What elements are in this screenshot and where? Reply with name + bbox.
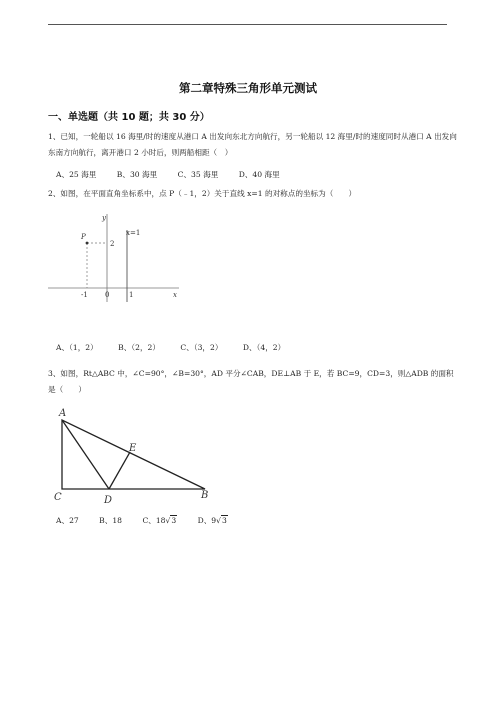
tick-1: 1 (129, 291, 134, 299)
vertex-b: B (201, 490, 209, 501)
sqrt-icon: √ (165, 516, 171, 525)
option-d[interactable] (198, 515, 228, 526)
option-d-text: D、9 (197, 516, 217, 525)
question-3-text: 3、如图，Rt△ABC 中，∠C=90°，∠B=30°，AD 平分∠CAB，DE⊥AB 于 E，若 BC=9，CD=3，则△ADB 的面积是（ ） (48, 369, 454, 394)
segment-de (109, 452, 130, 489)
option-b[interactable]: B、18 (99, 516, 123, 525)
tick-2: 2 (110, 240, 115, 248)
option-a[interactable]: A、27 (56, 516, 79, 525)
triangle-figure (52, 405, 222, 505)
option-d[interactable]: D、（4，2） (242, 343, 286, 352)
segment-ad (62, 420, 109, 489)
point-p-label: P (81, 233, 86, 241)
coordinate-figure (44, 208, 184, 303)
triangle-abc (62, 420, 205, 489)
tick-0: 0 (105, 291, 110, 299)
question-2-options (56, 342, 303, 353)
option-d[interactable]: D、40 海里 (238, 170, 280, 179)
option-c[interactable]: C、35 海里 (177, 170, 219, 179)
top-rule (48, 24, 447, 25)
radicand: 3 (221, 516, 227, 525)
tick-neg1: -1 (81, 291, 88, 299)
option-c-text: C、18 (142, 516, 166, 525)
vertex-a: A (59, 408, 67, 419)
point-p (86, 242, 89, 245)
question-3-options (56, 515, 246, 526)
vertex-c: C (54, 492, 62, 503)
option-a[interactable]: A、（1，2） (56, 343, 98, 352)
y-axis-label: y (102, 214, 106, 222)
question-2-text: 2、如图，在平面直角坐标系中，点 P（﹣1，2）关于直线 x=1 的对称点的坐标为（ ） (48, 189, 357, 198)
page-title: 第二章特殊三角形单元测试 (179, 81, 317, 95)
question-1-options (56, 169, 298, 180)
line-label: x=1 (126, 229, 141, 237)
radicand: 3 (171, 516, 177, 525)
option-b[interactable]: B、（2，2） (118, 343, 160, 352)
option-a[interactable]: A、25 海里 (56, 170, 97, 179)
option-c[interactable]: C、（3，2） (180, 343, 223, 352)
option-b[interactable]: B、30 海里 (116, 170, 158, 179)
sqrt-icon: √ (216, 516, 221, 525)
section-heading: 一、单选题（共 10 题；共 30 分） (48, 112, 210, 123)
vertex-d: D (104, 495, 113, 506)
vertex-e: E (129, 443, 137, 454)
question-1-text: 1、已知，一轮船以 16 海里/时的速度从港口 A 出发向东北方向航行，另一轮船以 12 海里/时的速度同时从港口 A 出发向东南方向航行，离开港口 2 小时后，则两船相距（ ） (48, 132, 457, 157)
option-c[interactable] (142, 515, 177, 526)
x-axis-label: x (173, 291, 177, 299)
